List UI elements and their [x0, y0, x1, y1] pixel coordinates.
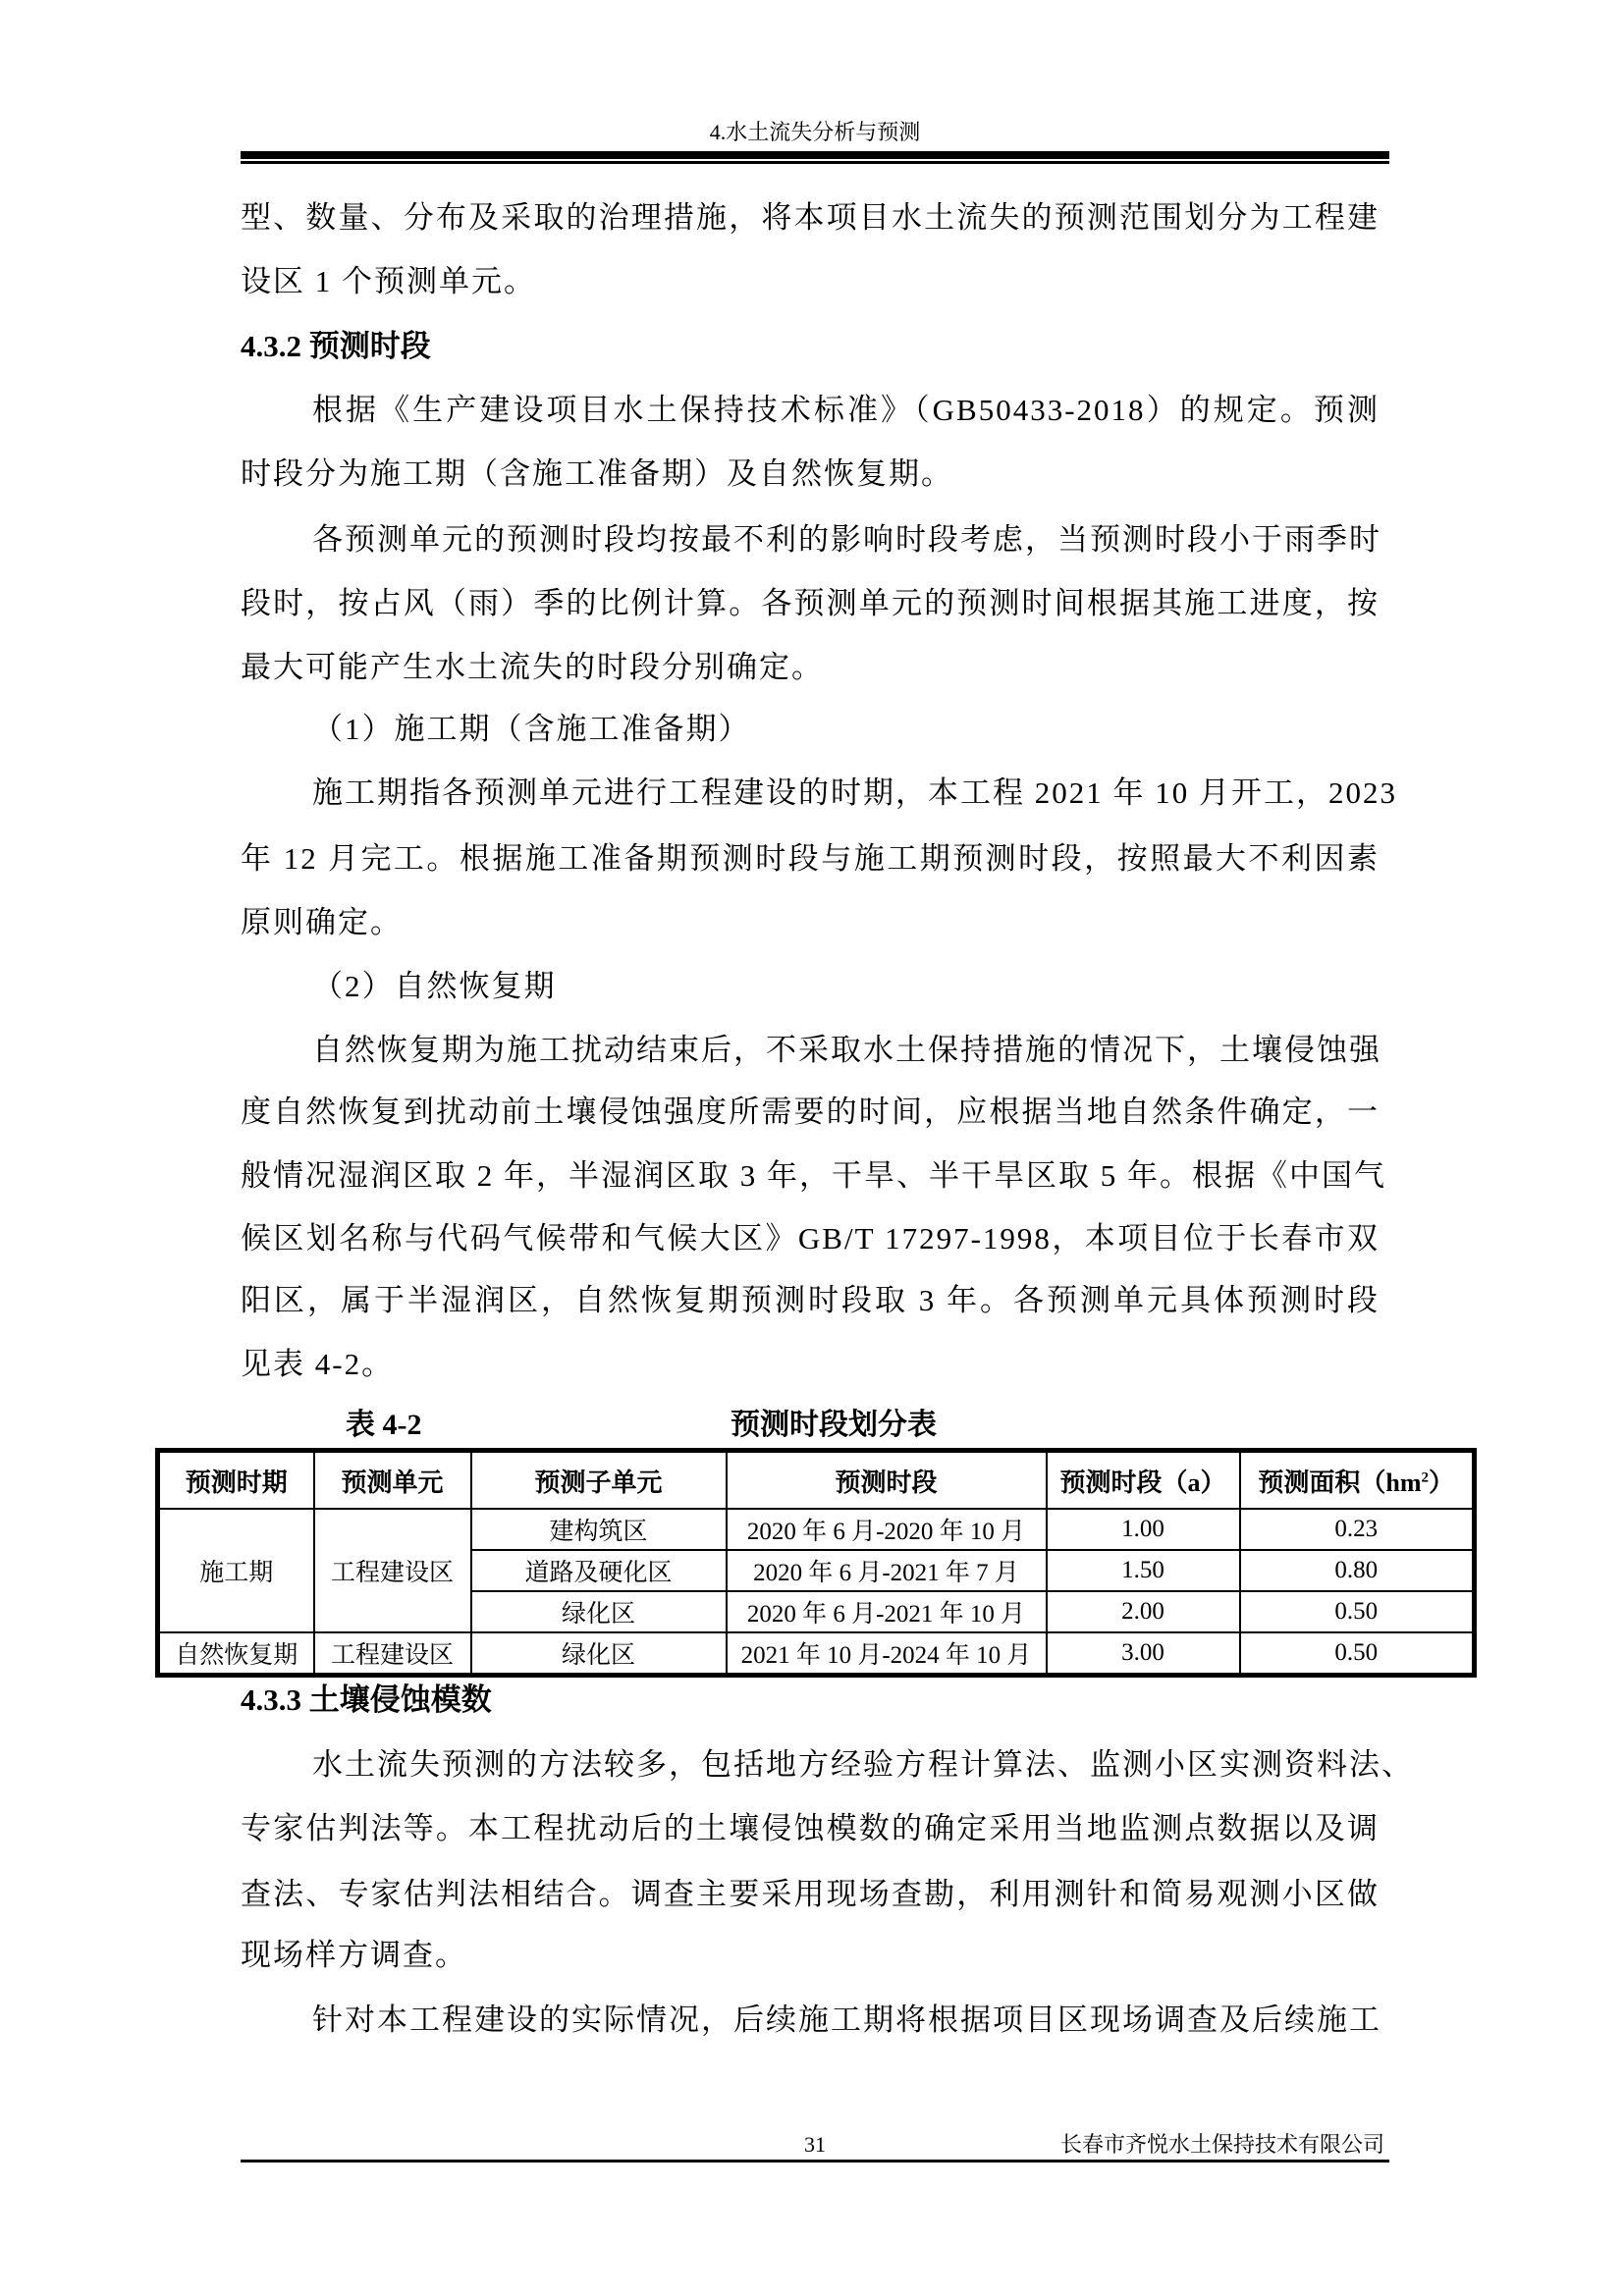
table-caption-title: 预测时段划分表 [731, 1409, 937, 1441]
page-number: 31 [804, 2132, 826, 2157]
cell-unit: 工程建设区 [314, 1632, 471, 1676]
table-header-row [158, 1451, 1475, 1510]
text-line: 水土流失预测的方法较多，包括地方经验方程计算法、监测小区实测资料法、 [312, 1747, 1414, 1782]
cell-area: 0.23 [1240, 1509, 1475, 1550]
text-line: 针对本工程建设的实际情况，后续施工期将根据项目区现场调查及后续施工 [312, 2002, 1381, 2037]
text-line: 见表 4-2。 [241, 1347, 395, 1381]
footer-rule [241, 2160, 1389, 2163]
text-line: 自然恢复期为施工扰动结束后，不采取水土保持措施的情况下，土壤侵蚀强 [312, 1033, 1381, 1067]
cell-years: 1.50 [1047, 1550, 1240, 1591]
header-rule-thick [241, 151, 1389, 159]
text-line: 度自然恢复到扰动前土壤侵蚀强度所需要的时间，应根据当地自然条件确定，一 [241, 1095, 1380, 1129]
text-line: 型、数量、分布及采取的治理措施，将本项目水土流失的预测范围划分为工程建 [241, 200, 1380, 235]
area-header-close: ） [1429, 1468, 1455, 1497]
text-line: 最大可能产生水土流失的时段分别确定。 [241, 650, 824, 684]
cell-area: 0.50 [1240, 1632, 1475, 1676]
text-line: 时段分为施工期（含施工准备期）及自然恢复期。 [241, 456, 953, 491]
table-row [158, 1509, 1475, 1550]
col-header-period: 预测时期 [158, 1451, 314, 1510]
text-line: 候区划名称与代码气候带和气候大区》GB/T 17297-1998，本项目位于长春市双 [241, 1221, 1380, 1255]
col-header-subunit: 预测子单元 [471, 1451, 727, 1510]
text-line: 专家估判法等。本工程扰动后的土壤侵蚀模数的确定采用当地监测点数据以及调 [241, 1811, 1380, 1845]
text-line: 段时，按占风（雨）季的比例计算。各预测单元的预测时间根据其施工进度，按 [241, 586, 1380, 620]
col-header-time-range: 预测时段 [727, 1451, 1047, 1510]
col-header-unit: 预测单元 [314, 1451, 471, 1510]
cell-years: 3.00 [1047, 1632, 1240, 1676]
table-caption-number: 表 4-2 [346, 1409, 422, 1441]
cell-subunit: 建构筑区 [471, 1509, 727, 1550]
section-heading-4-3-3: 4.3.3 土壤侵蚀模数 [241, 1682, 492, 1717]
cell-subunit: 绿化区 [471, 1591, 727, 1632]
cell-area: 0.80 [1240, 1550, 1475, 1591]
cell-time-range: 2020 年 6 月-2021 年 7 月 [727, 1550, 1047, 1591]
section-heading-4-3-2: 4.3.2 预测时段 [241, 329, 431, 363]
cell-years: 2.00 [1047, 1591, 1240, 1632]
table-row [158, 1632, 1475, 1676]
col-header-years: 预测时段（a） [1047, 1451, 1240, 1510]
text-line: 查法、专家估判法相结合。调查主要采用现场查勘，利用测针和简易观测小区做 [241, 1877, 1380, 1911]
cell-time-range: 2021 年 10 月-2024 年 10 月 [727, 1632, 1047, 1676]
cell-subunit: 道路及硬化区 [471, 1550, 727, 1591]
cell-period: 自然恢复期 [158, 1632, 314, 1676]
subsection-natural-recovery-period: （2）自然恢复期 [312, 969, 557, 1003]
text-line: 现场样方调查。 [241, 1938, 467, 1972]
cell-subunit: 绿化区 [471, 1632, 727, 1676]
prediction-period-table [155, 1448, 1477, 1678]
text-line: 年 12 月完工。根据施工准备期预测时段与施工期预测时段，按照最大不利因素 [241, 841, 1380, 876]
cell-area: 0.50 [1240, 1591, 1475, 1632]
text-line: 施工期指各预测单元进行工程建设的时期，本工程 2021 年 10 月开工，2023 [312, 775, 1397, 810]
running-header: 4.水土流失分析与预测 [709, 120, 921, 144]
text-line: 原则确定。 [241, 905, 403, 939]
col-header-area [1240, 1451, 1475, 1510]
text-line: 根据《生产建设项目水土保持技术标准》（GB50433-2018）的规定。预测 [312, 393, 1380, 427]
cell-unit: 工程建设区 [314, 1509, 471, 1632]
text-line: 般情况湿润区取 2 年，半湿润区取 3 年，干旱、半干旱区取 5 年。根据《中国气 [241, 1158, 1386, 1193]
cell-years: 1.00 [1047, 1509, 1240, 1550]
subsection-construction-period: （1）施工期（含施工准备期） [312, 712, 751, 746]
text-line: 各预测单元的预测时段均按最不利的影响时段考虑，当预测时段小于雨季时 [312, 522, 1381, 557]
cell-period: 施工期 [158, 1509, 314, 1632]
text-line: 阳区，属于半湿润区，自然恢复期预测时段取 3 年。各预测单元具体预测时段 [241, 1283, 1380, 1317]
footer-company: 长春市齐悦水土保持技术有限公司 [1059, 2132, 1384, 2157]
cell-time-range: 2020 年 6 月-2020 年 10 月 [727, 1509, 1047, 1550]
cell-time-range: 2020 年 6 月-2021 年 10 月 [727, 1591, 1047, 1632]
header-rule-thin [241, 161, 1389, 164]
area-header-sup: 2 [1421, 1468, 1430, 1485]
text-line: 设区 1 个预测单元。 [241, 264, 536, 298]
area-header-text: 预测面积（hm [1258, 1468, 1422, 1497]
